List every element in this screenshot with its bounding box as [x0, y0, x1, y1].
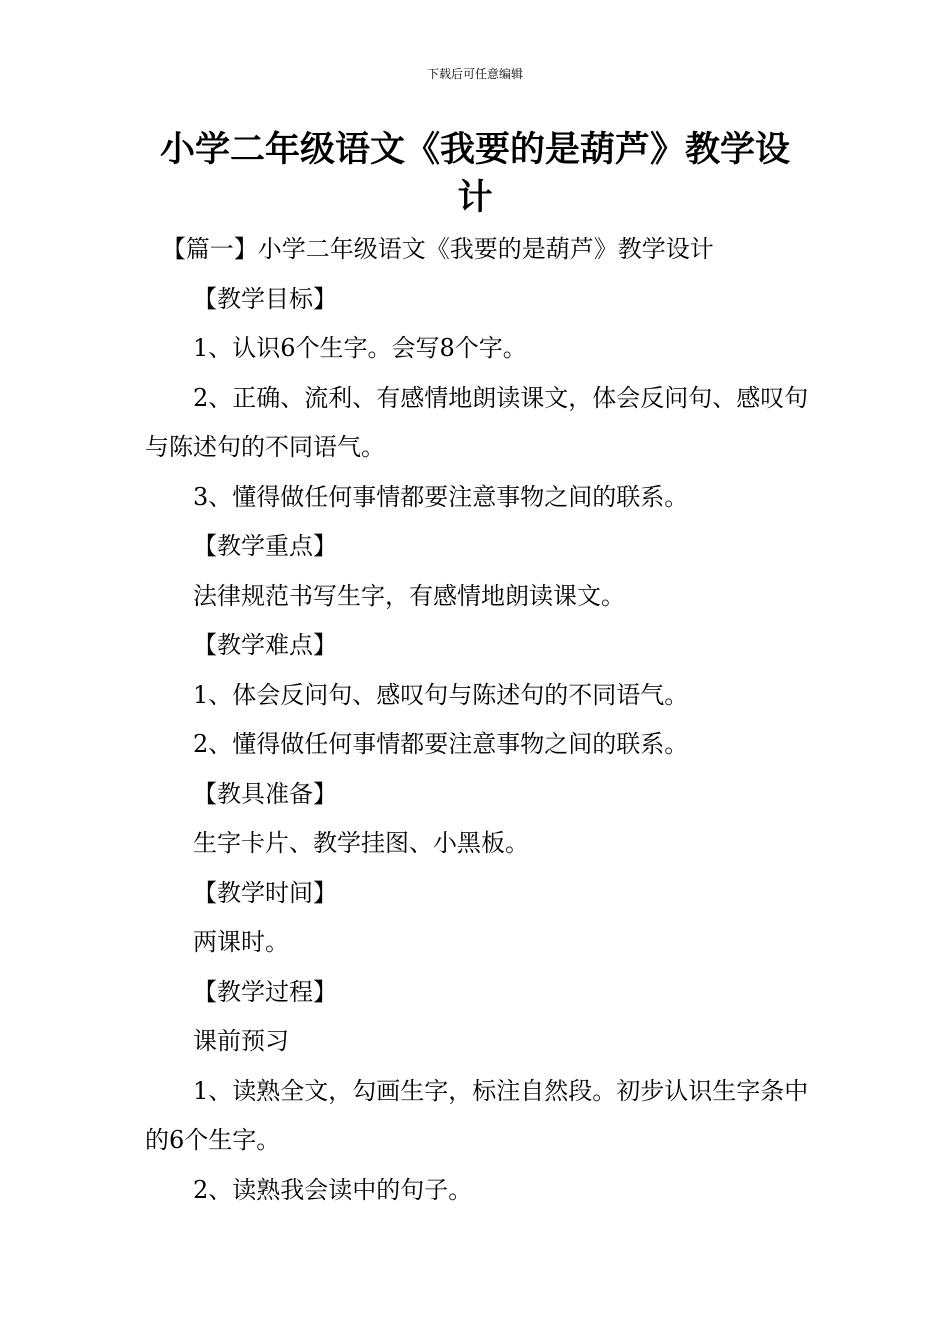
paragraph: 1、认识6个生字。会写8个字。	[193, 334, 527, 362]
paragraph: 2、懂得做任何事情都要注意事物之间的联系。	[193, 730, 689, 758]
paragraph: 1、体会反问句、感叹句与陈述句的不同语气。	[193, 680, 689, 709]
paragraph: 2、正确、流利、有感情地朗读课文，体会反问句、感叹句与陈述句的不同语气。	[145, 383, 809, 461]
page-header-note: 下载后可任意编辑	[426, 67, 523, 81]
paragraph: 法律规范书写生字，有感情地朗读课文。	[193, 581, 625, 610]
paragraph: 生字卡片、教学挂图、小黑板。	[193, 829, 529, 857]
paragraph: 1、读熟全文，勾画生字，标注自然段。初步认识生字条中的6个生字。	[145, 1076, 809, 1154]
paragraph: 两课时。	[193, 928, 289, 956]
subheading-time: 【教学时间】	[193, 878, 337, 907]
paragraph: 2、读熟我会读中的句子。	[193, 1175, 473, 1204]
subheading-difficulties: 【教学难点】	[193, 631, 337, 659]
paragraph: 3、懂得做任何事情都要注意事物之间的联系。	[193, 482, 689, 511]
subheading-materials: 【教具准备】	[193, 779, 337, 808]
subheading-key-points: 【教学重点】	[193, 532, 337, 560]
paragraph: 课前预习	[193, 1027, 289, 1055]
section-heading: 【篇一】小学二年级语文《我要的是葫芦》教学设计	[161, 235, 714, 263]
document-title: 小学二年级语文《我要的是葫芦》教学设计	[159, 130, 790, 218]
document-body	[145, 225, 810, 1215]
subheading-process: 【教学过程】	[193, 977, 337, 1006]
subheading-teaching-goals: 【教学目标】	[193, 284, 337, 313]
